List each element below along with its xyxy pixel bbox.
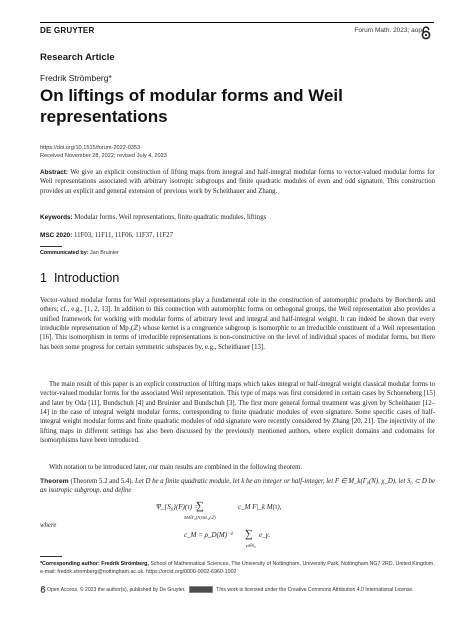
license-pre: Open Access. © 2023 the author(s), published by De Gruyter. [47,586,186,593]
msc-text: 11F03, 11F11, 11F06, 11F37, 11F27 [74,232,173,239]
publisher-name: DE GRUYTER [40,26,95,35]
where-text: where [40,522,57,529]
received-dates: Received November 28, 2022; revised July 4, 2023 [40,153,167,159]
communicated-label: Communicated by: [40,250,89,256]
abstract-text: We give an explicit construction of lifting maps from integral and half-integral modular forms to vector-valued modular forms for Weil representations associated with arbitrary isotropic subgroups and finite quadratic modules of even and odd signature. This construction provides an explicit and general extension of previous work by Scheithauer and Zhang. [40,169,436,195]
keywords-label: Keywords: [40,214,73,221]
equation-coefficient [184,528,304,551]
theorem-text: Let D be a finite quadratic module, let k be an integer or half-integer, let F ∈ M_k(Γ₀(N), χ_D), let S₀ ⊂ D be an isotropic subgroup, and define [40,478,435,495]
doi-link[interactable]: https://doi.org/10.1515/forum-2022-0353 [40,145,141,151]
header-rule [40,22,434,23]
eq2-rhs: e_γ. [259,531,271,539]
author-name[interactable]: Fredrik Strömberg* [40,73,112,83]
eq1-sum-symbol: ∑ [196,500,204,512]
communicated-name: Jan Bruinier [90,250,119,256]
eq1-lhs: Ψ_{S₀}(F)(τ) = [156,503,199,511]
communicated-rule [40,246,62,247]
paragraph-3: With notation to be introduced later, our main results are combined in the following theorem. [49,464,303,471]
communicated-by [40,250,119,256]
keywords [40,214,435,221]
journal-reference: Forum Math. 2023; aop [354,27,422,34]
open-access-icon [420,26,432,40]
theorem-ref: (Theorem 5.2 and 5.4). [70,478,134,485]
footnote-rule [40,556,62,557]
abstract-label: Abstract: [40,169,69,176]
section-number: 1 [40,271,47,285]
footnote-label: *Corresponding author: Fredrik Strömberg, [40,561,149,567]
eq1-sum-index: M∈Γ₀(N)\SL₂(ℤ) [184,515,216,520]
eq2-sum-index: γ∈S₀ [246,543,256,548]
corresponding-author-footnote [40,560,435,576]
license-notice [40,586,438,594]
theorem-label: Theorem [40,478,69,485]
eq1-rhs: c_M F|_k M(τ), [238,503,282,511]
msc-label: MSC 2020: [40,232,73,239]
open-access-small-icon [40,586,46,593]
section-heading [40,271,119,285]
abstract [40,168,435,196]
section-title: Introduction [53,271,120,285]
paragraph-2: The main result of this paper is an explicit construction of lifting maps which takes integral or half-integral weight classical modular forms to vector-valued modular forms for the associated Weil representation. This type of maps was first considered in certain cases by Schoeneberg [15] and later by Oda [11], Bundschuh [4] and Bruinier and Bundschuh [3]. The first more general formal treatment was given by Scheithauer [12–14] in the case of integral weight modular forms, corresponding to finite quadratic modules of even signature. Some specific cases of half-integral weight modular forms and finite quadratic modules of odd signature were recently considered by Zhang [20, 21]. The injectivity of the lifting maps in different settings has also been discussed by the previously mentioned authors, where explicit domains and codomains for isomorphisms have been introduced. [40,381,435,445]
paragraph-1: Vector-valued modular forms for Weil representations play a fundamental role in the construction of automorphic products by Borcherds and others; cf., e.g., [1, 2, 13]. In addition to this connection with automorphic forms on orthogonal groups, the Weil representation also provides a unified framework for working with modular forms of arbitrary level and integral and half-integral weight. It can indeed be shown that every irreducible representation of Mp₂(ℤ) whose kernel is a congruence subgroup is isomorphic to an irreducible constituent of a Weil representation [16]. This isomorphism in terms of irreducible representations is non-constructive on the level of individual spaces of modular forms, but there has been some progress for certain symmetric subspaces by, e.g., Scheithauer [13]. [40,297,435,351]
footnote-text[interactable]: School of Mathematical Sciences, The University of Nottingham, University Park, Nottingham NG7 2RD, United Kingdom, e-mail: fredrik.stromberg@nottingham.ac.uk. https://orcid.org/0000-0002-6960-1002 [40,561,435,575]
msc-classification [40,232,435,239]
eq2-sum-symbol: ∑ [245,528,253,540]
cc-by-badge-icon[interactable] [189,586,213,593]
theorem [40,477,435,496]
keywords-text: Modular forms, Weil representations, finite quadratic modules, liftings [74,214,267,221]
article-type: Research Article [40,52,115,63]
equation-lifting-map [156,500,316,523]
eq2-lhs: c_M = ρ_D(M)⁻¹ [184,531,233,539]
paper-title: On liftings of modular forms and Weil representations [40,86,343,126]
license-post: This work is licensed under the Creative Commons Attribution 4.0 International License. [216,586,414,593]
